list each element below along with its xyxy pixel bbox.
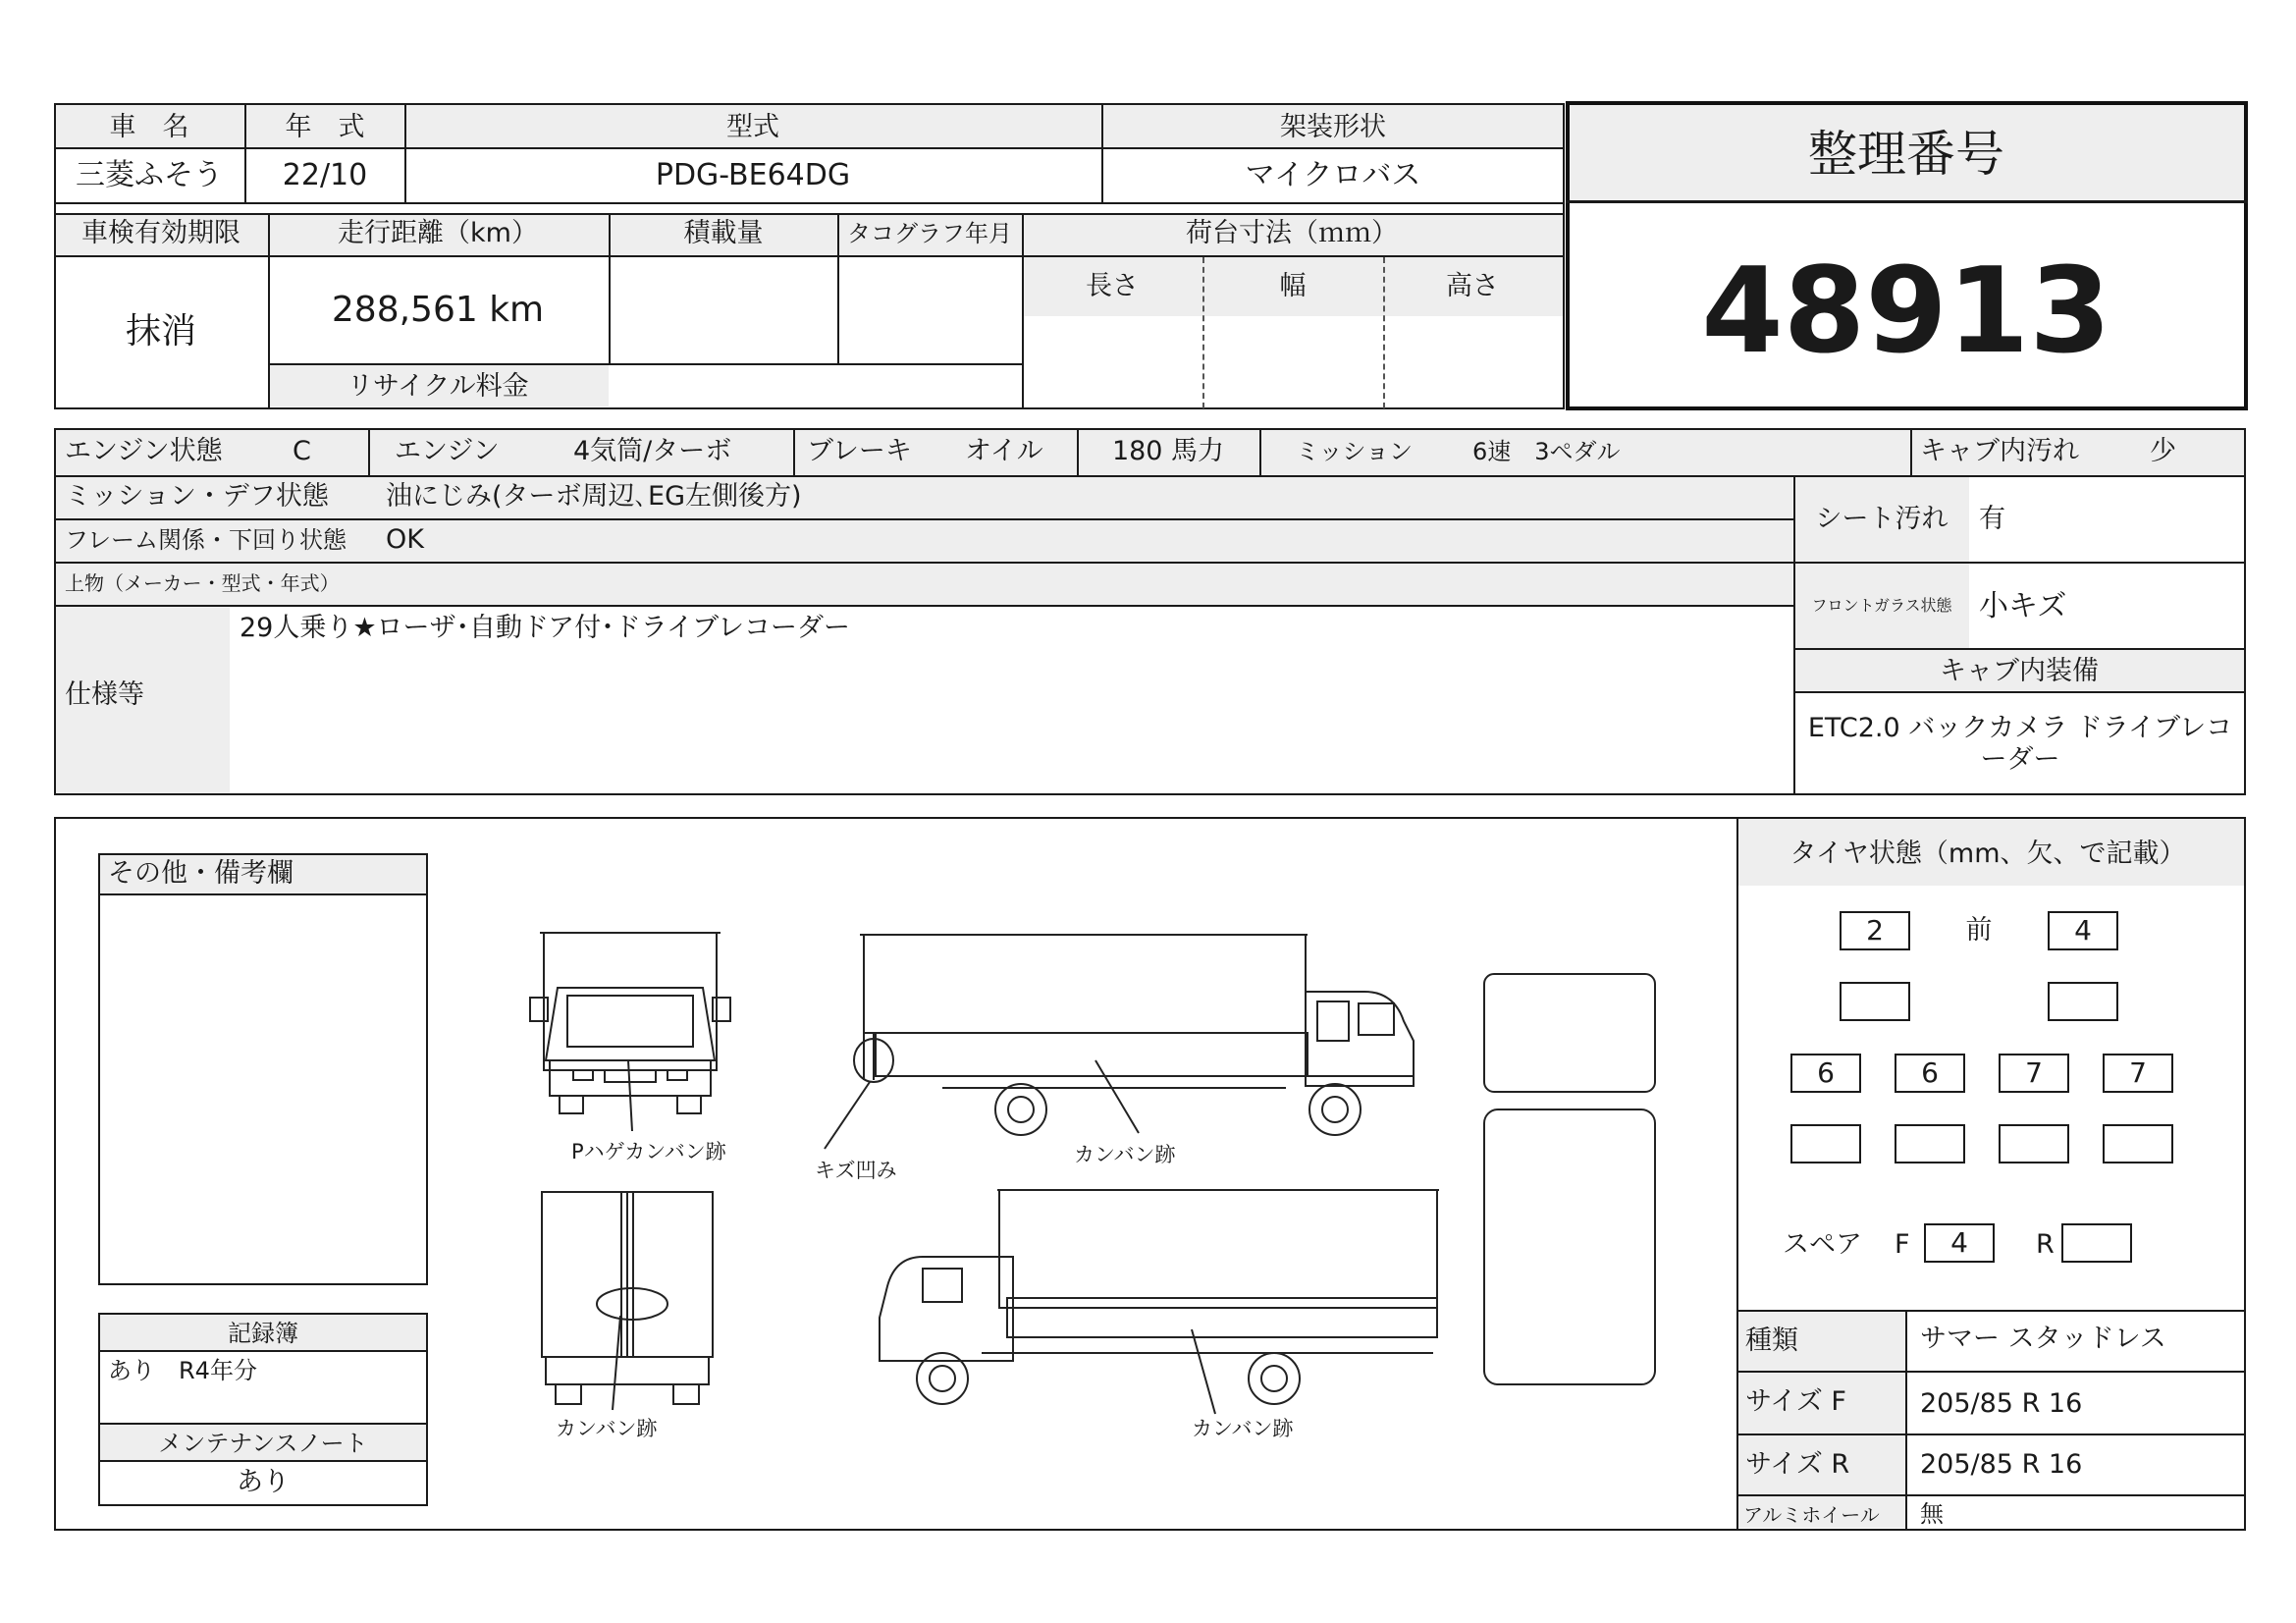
seat-dirt-label: シート汚れ bbox=[1815, 504, 1949, 534]
seat-dirt-value: 有 bbox=[1979, 504, 2005, 534]
car-name-value: 三菱ふそう bbox=[76, 158, 223, 192]
alu-wheel-label: アルミホイール bbox=[1743, 1503, 1880, 1527]
id-number-label: 整理番号 bbox=[1808, 126, 2004, 183]
maintenance-note-value: あり bbox=[237, 1467, 290, 1497]
horsepower-value: 180 馬力 bbox=[1111, 436, 1225, 466]
bed-height-label: 高さ bbox=[1446, 271, 1499, 301]
engine-label: エンジン bbox=[395, 436, 500, 466]
truck-side-view bbox=[825, 935, 1414, 1149]
tire-rear-2-inner bbox=[1895, 1124, 1965, 1163]
spare-rear-tire bbox=[2061, 1223, 2132, 1263]
spare-front-tire: 4 bbox=[1924, 1223, 1995, 1263]
car-name-label: 車 名 bbox=[109, 112, 189, 142]
mileage-label: 走行距離（km） bbox=[338, 218, 538, 248]
cab-equipment-value: ETC2.0 バックカメラ ドライブレコーダー bbox=[1807, 713, 2233, 775]
annotation-dent: キズ凹み bbox=[815, 1159, 897, 1182]
body-type-label: 架装形状 bbox=[1280, 112, 1386, 142]
year-value: 22/10 bbox=[282, 158, 368, 192]
spec-value: 29人乗り★ローザ･自動ドア付･ドライブレコーダー bbox=[240, 613, 851, 643]
tire-size-r-value: 205/85 R 16 bbox=[1920, 1449, 2083, 1480]
load-label: 積載量 bbox=[683, 218, 764, 248]
mission-def-label: ミッション・デフ状態 bbox=[65, 481, 329, 512]
mission-label: ミッション bbox=[1296, 438, 1414, 465]
engine-state-value: C bbox=[293, 436, 311, 466]
engine-value: 4気筒/ターボ bbox=[573, 436, 732, 466]
frame-value: OK bbox=[386, 524, 424, 555]
body-maker-label: 上物（メーカー・型式・年式） bbox=[65, 571, 340, 595]
cab-equipment-label: キャブ内装備 bbox=[1940, 656, 2099, 686]
tire-rear-3: 7 bbox=[1999, 1054, 2069, 1093]
tire-rear-4: 7 bbox=[2103, 1054, 2173, 1093]
annotation-side: カンバン跡 bbox=[1074, 1143, 1176, 1166]
tire-front-left: 2 bbox=[1840, 911, 1910, 950]
windshield-value: 小キズ bbox=[1979, 589, 2067, 623]
remarks-label: その他・備考欄 bbox=[108, 858, 294, 889]
tire-status-title: タイヤ状態（mm、欠、で記載） bbox=[1789, 839, 2186, 869]
mileage-value: 288,561 km bbox=[331, 290, 545, 330]
tire-rear-3-inner bbox=[1999, 1124, 2069, 1163]
annotation-front: Pハゲカンバン跡 bbox=[571, 1140, 726, 1163]
body-type-value: マイクロバス bbox=[1245, 158, 1421, 192]
inspection-value: 抹消 bbox=[125, 311, 197, 352]
id-number-value: 48913 bbox=[1701, 243, 2111, 380]
truck-top-view-cab bbox=[1484, 974, 1655, 1092]
tire-rear-4-inner bbox=[2103, 1124, 2173, 1163]
truck-left-side-view bbox=[880, 1190, 1439, 1414]
alu-wheel-value: 無 bbox=[1920, 1500, 1944, 1528]
tire-rear-2: 6 bbox=[1895, 1054, 1965, 1093]
model-value: PDG-BE64DG bbox=[655, 158, 851, 192]
year-label: 年 式 bbox=[285, 112, 365, 142]
brake-label: ブレーキ bbox=[807, 436, 912, 466]
brake-value: オイル bbox=[965, 436, 1043, 466]
windshield-label: フロントガラス状態 bbox=[1811, 596, 1952, 615]
cab-dirt-value: 少 bbox=[2150, 436, 2176, 466]
bed-width-label: 幅 bbox=[1279, 271, 1307, 301]
engine-state-label: エンジン状態 bbox=[65, 436, 223, 466]
tire-kind-label: 種類 bbox=[1745, 1325, 1798, 1356]
tire-front-right: 4 bbox=[2048, 911, 2118, 950]
truck-rear-view bbox=[542, 1192, 713, 1410]
tire-size-r-label: サイズ R bbox=[1745, 1449, 1850, 1480]
record-book-label: 記録簿 bbox=[228, 1320, 298, 1347]
truck-damage-diagram bbox=[510, 913, 1669, 1443]
annotation-left-side: カンバン跡 bbox=[1192, 1417, 1294, 1440]
remarks-box bbox=[98, 853, 428, 1285]
tire-kind-value: サマー スタッドレス bbox=[1920, 1324, 2166, 1354]
mission-def-value: 油にじみ(ターボ周辺､EG左側後方) bbox=[386, 481, 802, 512]
truck-front-view bbox=[530, 933, 730, 1131]
spare-label: スペア bbox=[1783, 1229, 1862, 1260]
tire-front-label: 前 bbox=[1965, 915, 1993, 946]
mission-value: 6速 3ペダル bbox=[1472, 438, 1621, 465]
tire-rear-1: 6 bbox=[1790, 1054, 1861, 1093]
model-label: 型式 bbox=[726, 112, 779, 142]
tire-size-f-label: サイズ F bbox=[1745, 1386, 1846, 1417]
tire-rear-1-inner bbox=[1790, 1124, 1861, 1163]
tire-front-right-inner bbox=[2048, 982, 2118, 1021]
bed-length-label: 長さ bbox=[1086, 271, 1139, 301]
bed-size-label: 荷台寸法（ｍｍ） bbox=[1186, 218, 1398, 248]
recycle-label: リサイクル料金 bbox=[347, 371, 529, 402]
spare-f-label: F bbox=[1895, 1229, 1910, 1260]
spare-r-label: R bbox=[2036, 1229, 2055, 1260]
frame-label: フレーム関係・下回り状態 bbox=[65, 526, 347, 554]
annotation-rear: カンバン跡 bbox=[556, 1417, 658, 1440]
maintenance-note-label: メンテナンスノート bbox=[158, 1430, 368, 1457]
tacho-label: タコグラフ年月 bbox=[847, 220, 1012, 247]
spec-label: 仕様等 bbox=[65, 679, 144, 710]
tire-size-f-value: 205/85 R 16 bbox=[1920, 1388, 2083, 1419]
inspection-label: 車検有効期限 bbox=[81, 218, 240, 248]
truck-top-view-bed bbox=[1484, 1109, 1655, 1384]
tire-front-left-inner bbox=[1840, 982, 1910, 1021]
record-book-value: あり R4年分 bbox=[108, 1357, 257, 1384]
cab-dirt-label: キャブ内汚れ bbox=[1920, 436, 2079, 466]
